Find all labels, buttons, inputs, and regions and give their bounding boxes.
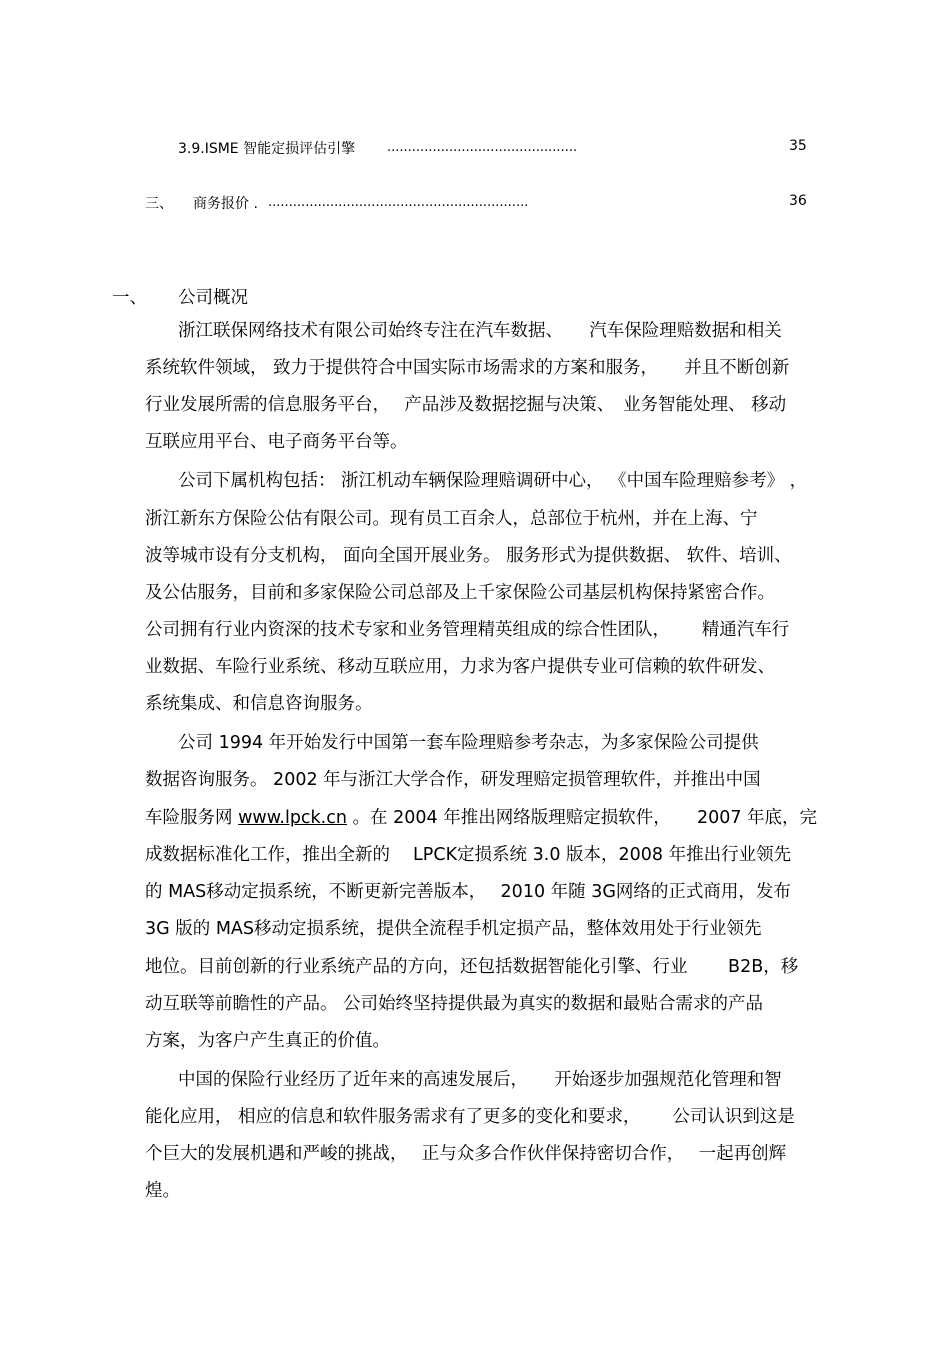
- body-line: 的 MAS移动定损系统，不断更新完善版本， 2010 年随 3G网络的正式商用，发布: [145, 882, 791, 902]
- body-line: 方案，为客户产生真正的价值。: [145, 1031, 390, 1051]
- section-number: 一、: [112, 288, 147, 308]
- toc-entry-number: 三、: [145, 196, 173, 212]
- body-line: 能化应用， 相应的信息和软件服务需求有了更多的变化和要求， 公司认识到这是: [145, 1107, 795, 1127]
- body-line: 行业发展所需的信息服务平台， 产品涉及数据挖掘与决策、 业务智能处理、 移动: [145, 395, 787, 415]
- body-line: 个巨大的发展机遇和严峻的挑战， 正与众多合作伙伴保持密切合作， 一起再创辉: [145, 1144, 787, 1164]
- website-link[interactable]: www.lpck.cn: [238, 808, 347, 828]
- body-line: 公司 1994 年开始发行中国第一套车险理赔参考杂志，为多家保险公司提供: [178, 733, 759, 753]
- body-line: 地位。目前创新的行业系统产品的方向，还包括数据智能化引擎、行业 B2B，移: [145, 957, 799, 977]
- link-prefix: 车险服务网: [145, 808, 239, 828]
- body-line: 浙江联保网络技术有限公司始终专注在汽车数据、 汽车保险理赔数据和相关: [178, 321, 782, 341]
- body-line: 公司拥有行业内资深的技术专家和业务管理精英组成的综合性团队， 精通汽车行: [145, 620, 790, 640]
- toc-entry-3[interactable]: [193, 193, 258, 213]
- body-line: 中国的保险行业经历了近年来的高速发展后， 开始逐步加强规范化管理和智: [178, 1070, 782, 1090]
- section-title: 公司概况: [178, 288, 248, 308]
- body-line: 动互联等前瞻性的产品。 公司始终坚持提供最为真实的数据和最贴合需求的产品: [145, 994, 764, 1014]
- link-suffix: 。在 2004 年推出网络版理赔定损软件， 2007 年底，完: [346, 808, 818, 828]
- toc-label: 3.9.ISME 智能定损评估引擎: [178, 141, 356, 157]
- toc-label: 商务报价 .: [193, 196, 258, 212]
- body-line: 成数据标准化工作，推出全新的 LPCK定损系统 3.0 版本，2008 年推出行业领先: [145, 845, 792, 865]
- toc-entry-3-9[interactable]: [178, 138, 355, 158]
- body-line: 业数据、车险行业系统、移动互联应用，力求为客户提供专业可信赖的软件研发、: [145, 657, 775, 677]
- body-line: 及公估服务，目前和多家保险公司总部及上千家保险公司基层机构保持紧密合作。: [145, 583, 775, 603]
- body-line: 波等城市设有分支机构， 面向全国开展业务。 服务形式为提供数据、 软件、培训、: [145, 546, 792, 566]
- toc-page-number: 35: [789, 138, 807, 154]
- toc-leader-dots: ...............................................................: [268, 195, 529, 210]
- body-line: 系统软件领域， 致力于提供符合中国实际市场需求的方案和服务， 并且不断创新: [145, 358, 790, 378]
- body-line-with-link: [145, 806, 817, 830]
- body-line: 互联应用平台、电子商务平台等。: [145, 432, 408, 452]
- body-line: 公司下属机构包括： 浙江机动车辆保险理赔调研中心， 《中国车险理赔参考》 ，: [178, 471, 808, 491]
- body-line: 浙江新东方保险公估有限公司。现有员工百余人，总部位于杭州，并在上海、宁: [145, 509, 758, 529]
- body-line: 系统集成、和信息咨询服务。: [145, 694, 373, 714]
- body-line: 数据咨询服务。 2002 年与浙江大学合作，研发理赔定损管理软件，并推出中国: [145, 770, 761, 790]
- body-line: 3G 版的 MAS移动定损系统，提供全流程手机定损产品，整体效用处于行业领先: [145, 919, 762, 939]
- toc-leader-dots: ..............................................: [387, 140, 578, 155]
- body-line: 煌。: [145, 1181, 180, 1201]
- toc-page-number: 36: [789, 193, 807, 209]
